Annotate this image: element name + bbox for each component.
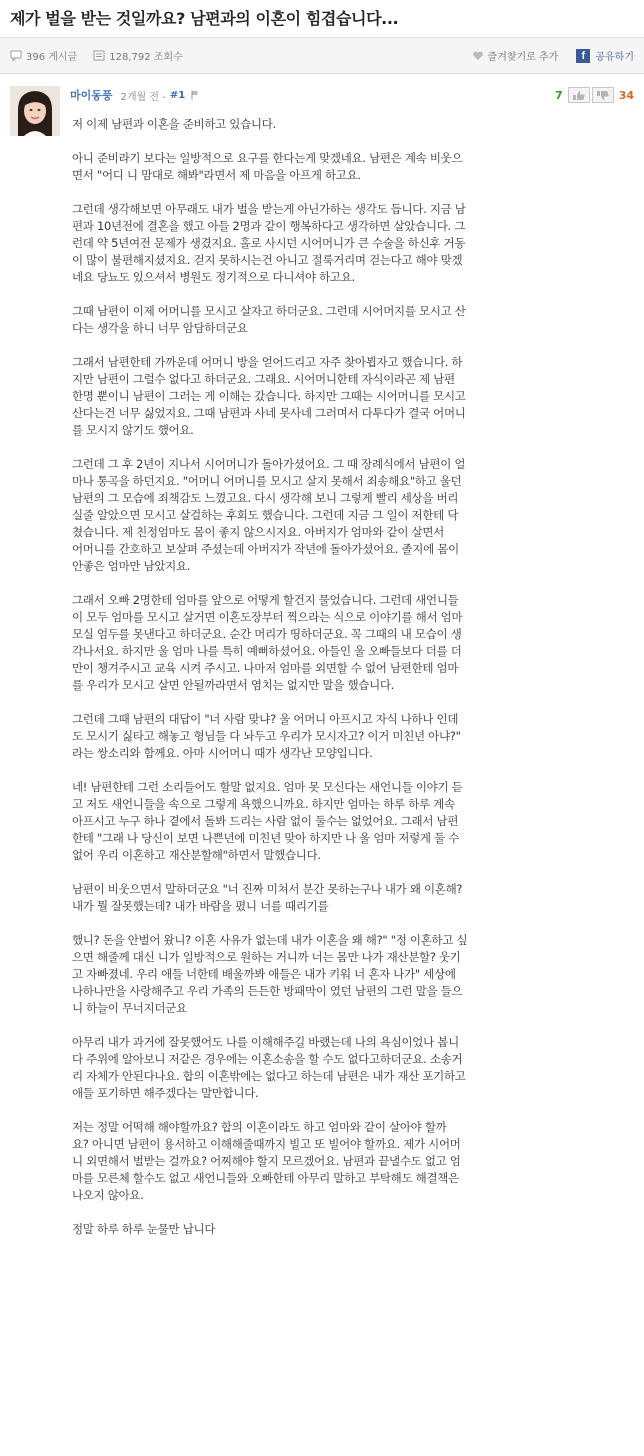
comment-icon xyxy=(10,50,22,61)
post-paragraph: 저 이제 남편과 이혼을 준비하고 있습니다. xyxy=(72,117,276,131)
author-name[interactable]: 마이동풍 xyxy=(70,89,113,102)
comment-count-label: 396 게시글 xyxy=(26,52,78,63)
post-header xyxy=(70,86,634,104)
view-count xyxy=(93,48,183,63)
thumbs-up-icon xyxy=(572,90,586,101)
post-paragraph: 그래서 남편한테 가까운데 어머니 방을 얻어드리고 자주 찾아뵙자고 했습니다. 하 지만 남편이 그럴수 없다고 하더군요. 그래요. 시어머니한테 자식이라곤 제 남편 한명 뿐이니 남편이 그러는 게 이해는 갔습니다. 하지만 그때는 시어머니를 모시고 산다는건 너무 싫었지요. 그때 남편과 사네 못사네 그러며서 다투다가 결국 어머니 를 모시지 않기도 했어요. xyxy=(72,355,466,437)
post-paragraph: 정말 하루 하루 눈물만 납니다 xyxy=(72,1222,216,1236)
downvote-count: 34 xyxy=(618,88,634,102)
avatar-image xyxy=(10,86,60,136)
vote-box xyxy=(555,87,634,103)
view-count-label: 128,792 조회수 xyxy=(109,52,183,63)
thumbs-down-icon xyxy=(596,90,610,101)
title-bar xyxy=(0,0,644,38)
facebook-icon: f xyxy=(576,49,590,63)
post-paragraph: 그런데 생각해보면 아무래도 내가 벌을 받는게 아닌가하는 생각도 듭니다. 지금 남 편과 10년전에 결혼을 했고 아들 2명과 같이 행복하다고 생각하면 살았습니다. 그 런데 약 5년여전 문제가 생겼지요. 홀로 사시던 시어머니가 큰 수술을 하신후 거동 이 많이 불편해지셨지요. 걷지 못하시는건 아니고 절룩거리며 걷는다고 해야 맞겠 네요 당뇨도 있으셔서 병원도 정기적으로 다니셔야 하고요. xyxy=(72,202,466,284)
share-button[interactable] xyxy=(576,48,634,63)
post-paragraph: 아니 준비라기 보다는 일방적으로 요구를 한다는게 맞겠네요. 남편은 계속 비웃으 면서 "어디 니 맘대로 해봐"라면서 제 마음을 아프게 하고요. xyxy=(72,151,463,182)
post-paragraph: 그런데 그때 남편의 대답이 "너 사람 맞냐? 울 어머니 아프시고 자식 나하나 인데 도 모시기 싫타고 해놓고 형님들 다 놔두고 우리가 모시자고? 이거 미친년 아냐?" 라는 쌍소리와 함께요. 아마 시어머니 때가 생각난 모양입니다. xyxy=(72,712,461,760)
post-number[interactable]: #1 xyxy=(169,89,186,101)
avatar[interactable] xyxy=(10,86,60,136)
post-paragraph: 했니? 돈을 안벌어 왔니? 이혼 사유가 없는데 내가 이혼을 왜 해?" "정 이혼하고 싶 으면 해줄께 대신 니가 일방적으로 원하는 거니까 너는 몸만 나가 재산분할? 웃기 고 자빠졌네. 우리 애들 너한테 배울까봐 애들은 내가 키워 너 혼자 나가" 세상에 나하나만을 사랑해주고 우리 가족의 든든한 방패막이 였던 남편의 그런 말을 들으 니 하늘이 무너지더군요 xyxy=(72,933,468,1015)
upvote-count: 7 xyxy=(555,88,563,102)
post-paragraph: 그때 남편이 이제 어머니를 모시고 살자고 하더군요. 그런데 시어머지를 모시고 산 다는 생각을 하니 너무 암담하더군요 xyxy=(72,304,466,335)
post-body xyxy=(72,116,622,1238)
share-label: 공유하기 xyxy=(595,52,634,63)
post-paragraph: 그런데 그 후 2년이 지나서 시어머니가 돌아가셨어요. 그 때 장례식에서 남편이 얼 마나 통곡을 하던지요. "어머니 어머니를 모시고 살지 못해서 죄송해요"하고 울던 남편의 그 모습에 죄책감도 느꼈고요. 다시 생각해 보니 그렇게 빨리 세상을 버리 실줄 알았으면 모시고 살걸하는 후회도 했습니다. 그런데 지금 그 일이 저한테 닥 쳤습니다. 제 친정엄마도 몸이 좋지 않으시지요. 아버지가 엄마와 같이 살면서 어머니를 간호하고 보살펴 주셨는데 아버지가 작년에 돌아가셨어요. 졸지에 몸이 안좋은 엄마만 남았지요. xyxy=(72,457,466,573)
favorite-button[interactable] xyxy=(472,48,559,63)
post-paragraph: 네! 남편한테 그런 소리들어도 할말 없지요. 엄마 못 모신다는 새언니들 이야기 듣 고 저도 새언니들을 속으로 그렇게 욕했으니까요. 하지만 엄마는 하루 하루 계속 아프시고 누구 하나 곁에서 돌봐 드리는 사람 없이 둘수는 없었어요. 그래서 남편 한테 "그래 나 당신이 보면 나쁜년에 미친년 맞아 하지만 나 울 엄마 저렇게 둘 수 없어 우리 이혼하고 재산분할해"하면서 말했습니다. xyxy=(72,780,463,862)
thumbs-up-button[interactable] xyxy=(568,87,590,103)
favorite-label: 즐겨찾기로 추가 xyxy=(487,52,559,63)
flag-icon[interactable] xyxy=(191,90,199,100)
post-paragraph: 아무리 내가 과거에 잘못했어도 나를 이해해주길 바랬는데 나의 욕심이었나 봅니 다 주위에 알아보니 저같은 경우에는 이혼소송을 할 수도 없다고하더군요. 소송거 리 자체가 안된다나요. 합의 이혼밖에는 없다고 하는데 남편은 내가 재산 포기하고 애들 포기하면 해주겠다는 말만합니다. xyxy=(72,1035,466,1100)
views-icon xyxy=(93,50,105,61)
heart-icon xyxy=(472,50,484,61)
post-paragraph: 남편이 비웃으면서 말하더군요 "너 진짜 미쳐서 분간 못하는구나 내가 왜 이혼해? 내가 뭘 잘못했는데? 내가 바람을 폈니 너를 때리기를 xyxy=(72,882,463,913)
page-title: 제가 벌을 받는 것일까요? 남편과의 이혼이 힘겹습니다... xyxy=(10,9,399,28)
post-paragraph: 저는 정말 어떡해 해야할까요? 합의 이혼이라도 하고 엄마와 같이 살아야 할까 요? 아니면 남편이 용서하고 이해해줄때까지 빌고 또 빌어야 할까요. 제가 시어머 니 외면해서 벌받는 걸까요? 어찌해야 할지 모르겠어요. 남편과 끝낼수도 없고 엄 마를 모른체 할수도 없고 새언니들와 오빠한테 아무리 말하고 부탁해도 해결책은 나오지 않아요. xyxy=(72,1120,461,1202)
comment-count xyxy=(10,48,77,63)
post-time: 2개월 전 - xyxy=(120,91,166,103)
thumbs-down-button[interactable] xyxy=(592,87,614,103)
post xyxy=(0,74,644,1238)
meta-bar xyxy=(0,38,644,74)
post-paragraph: 그래서 오빠 2명한테 엄마를 앞으로 어떻게 할건지 물었습니다. 그런데 새언니들 이 모두 엄마를 모시고 살거면 이혼도장부터 찍으라는 식으로 이야기를 해서 엄마 모실 엄두를 못낸다고 하더군요. 순간 머리가 띵하더군요. 꼭 그때의 내 모습이 생 각나서요. 하지만 울 엄마 나를 특히 예뻐하셨어요. 아들인 울 오빠들보다 더를 더 만이 챙겨주시고 교육 시켜 주시고. 나마저 엄마를 외면할 수 없어 남편한테 엄마 를 우리가 모시고 살면 안될까라면서 염치는 없지만 말을 했습니다. xyxy=(72,593,463,692)
